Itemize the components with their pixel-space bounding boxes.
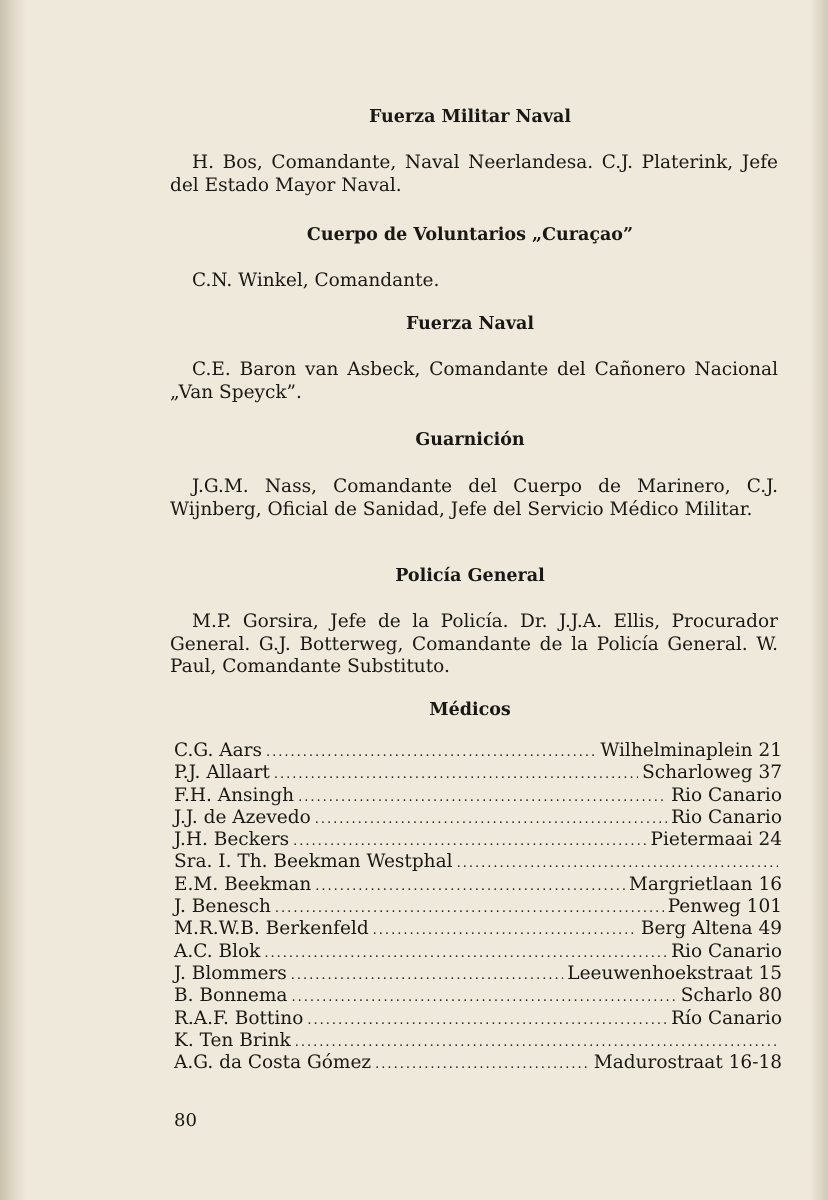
entry-name: K. Ten Brink <box>174 1029 291 1051</box>
dot-leader <box>291 965 564 987</box>
entry-name: A.C. Blok <box>174 940 261 962</box>
page-edge-shadow <box>810 0 828 1200</box>
list-item <box>174 1008 782 1030</box>
list-item <box>174 785 782 807</box>
dot-leader <box>275 898 664 920</box>
book-page <box>170 0 782 1200</box>
section-text-guarnicion: J.G.M. Nass, Comandante del Cuerpo de Marinero, C.J. Wijnberg, Oficial de Sanidad, Jefe del Servicio Médico Militar. <box>170 476 778 520</box>
entry-address: Madurostraat 16-18 <box>593 1052 782 1074</box>
list-item <box>174 851 782 873</box>
entry-address: Rio Canario <box>671 806 782 828</box>
entry-name: J. Blommers <box>174 962 287 984</box>
entry-address: Penweg 101 <box>667 896 782 918</box>
list-item <box>174 941 782 963</box>
entry-name: R.A.F. Bottino <box>174 1007 304 1029</box>
dot-leader <box>298 787 667 809</box>
entry-address: Wilhelminaplein 21 <box>600 740 782 761</box>
entry-name: J.H. Beckers <box>174 829 290 851</box>
list-item <box>174 918 782 940</box>
section-title-fuerza-militar-naval: Fuerza Militar Naval <box>368 107 572 127</box>
entry-address: Rio Canario <box>671 940 782 962</box>
dot-leader <box>274 764 638 786</box>
entry-name: C.G. Aars <box>174 740 262 761</box>
list-item <box>174 1052 782 1074</box>
entry-address: Río Canario <box>671 1007 782 1029</box>
section-title-medicos: Médicos <box>429 700 511 720</box>
entry-name: B. Bonnema <box>174 985 288 1007</box>
entry-address: Scharlo 80 <box>680 985 782 1007</box>
section-text-policia-general: M.P. Gorsira, Jefe de la Policía. Dr. J.J.A. Ellis, Procurador General. G.J. Botterweg, Comandante de la Policía General. W. Paul, Comandante Substituto. <box>170 611 778 677</box>
list-item <box>174 1030 782 1052</box>
section-text-cuerpo-voluntarios: C.N. Winkel, Comandante. <box>192 270 440 291</box>
dot-leader <box>293 831 646 853</box>
entry-name: J. Benesch <box>174 896 271 918</box>
dot-leader <box>375 1054 590 1076</box>
medicos-list <box>174 740 782 1074</box>
list-item <box>174 740 782 762</box>
page-number: 80 <box>174 1110 197 1131</box>
entry-address: Pietermaai 24 <box>650 829 782 851</box>
list-item <box>174 963 782 985</box>
entry-name: J.J. de Azevedo <box>174 806 311 828</box>
dot-leader <box>291 987 676 1009</box>
dot-leader <box>266 742 596 764</box>
entry-address: Leeuwenhoekstraat 15 <box>567 962 782 984</box>
section-title-policia-general: Policía General <box>395 566 545 586</box>
list-item <box>174 807 782 829</box>
entry-name: M.R.W.B. Berkenfeld <box>174 918 369 940</box>
dot-leader <box>264 943 667 965</box>
entry-name: Sra. I. Th. Beekman Westphal <box>174 851 453 873</box>
dot-leader <box>315 809 667 831</box>
spine-shadow <box>0 0 26 1200</box>
dot-leader <box>307 1010 667 1032</box>
entry-address: Rio Canario <box>671 784 782 806</box>
entry-address: Berg Altena 49 <box>640 918 782 940</box>
dot-leader <box>457 853 778 875</box>
list-item <box>174 896 782 918</box>
entry-name: P.J. Allaart <box>174 762 270 784</box>
entry-name: E.M. Beekman <box>174 873 312 895</box>
dot-leader <box>295 1032 778 1054</box>
section-title-fuerza-naval: Fuerza Naval <box>405 314 535 334</box>
entry-address: Margrietlaan 16 <box>628 873 782 895</box>
dot-leader <box>315 876 625 898</box>
list-item <box>174 874 782 896</box>
entry-address: Scharloweg 37 <box>642 762 782 784</box>
entry-name: F.H. Ansingh <box>174 784 295 806</box>
section-text-fuerza-naval: C.E. Baron van Asbeck, Comandante del Cañonero Nacional „Van Speyck”. <box>170 359 778 403</box>
section-title-guarnicion: Guarnición <box>415 430 525 450</box>
section-title-cuerpo-voluntarios: Cuerpo de Voluntarios „Curaçao” <box>306 225 634 245</box>
section-text-fuerza-militar-naval: H. Bos, Comandante, Naval Neerlandesa. C.J. Platerink, Jefe del Estado Mayor Naval. <box>170 152 778 196</box>
list-item <box>174 985 782 1007</box>
dot-leader <box>373 920 637 942</box>
entry-name: A.G. da Costa Gómez <box>174 1052 372 1074</box>
list-item <box>174 762 782 784</box>
list-item <box>174 829 782 851</box>
